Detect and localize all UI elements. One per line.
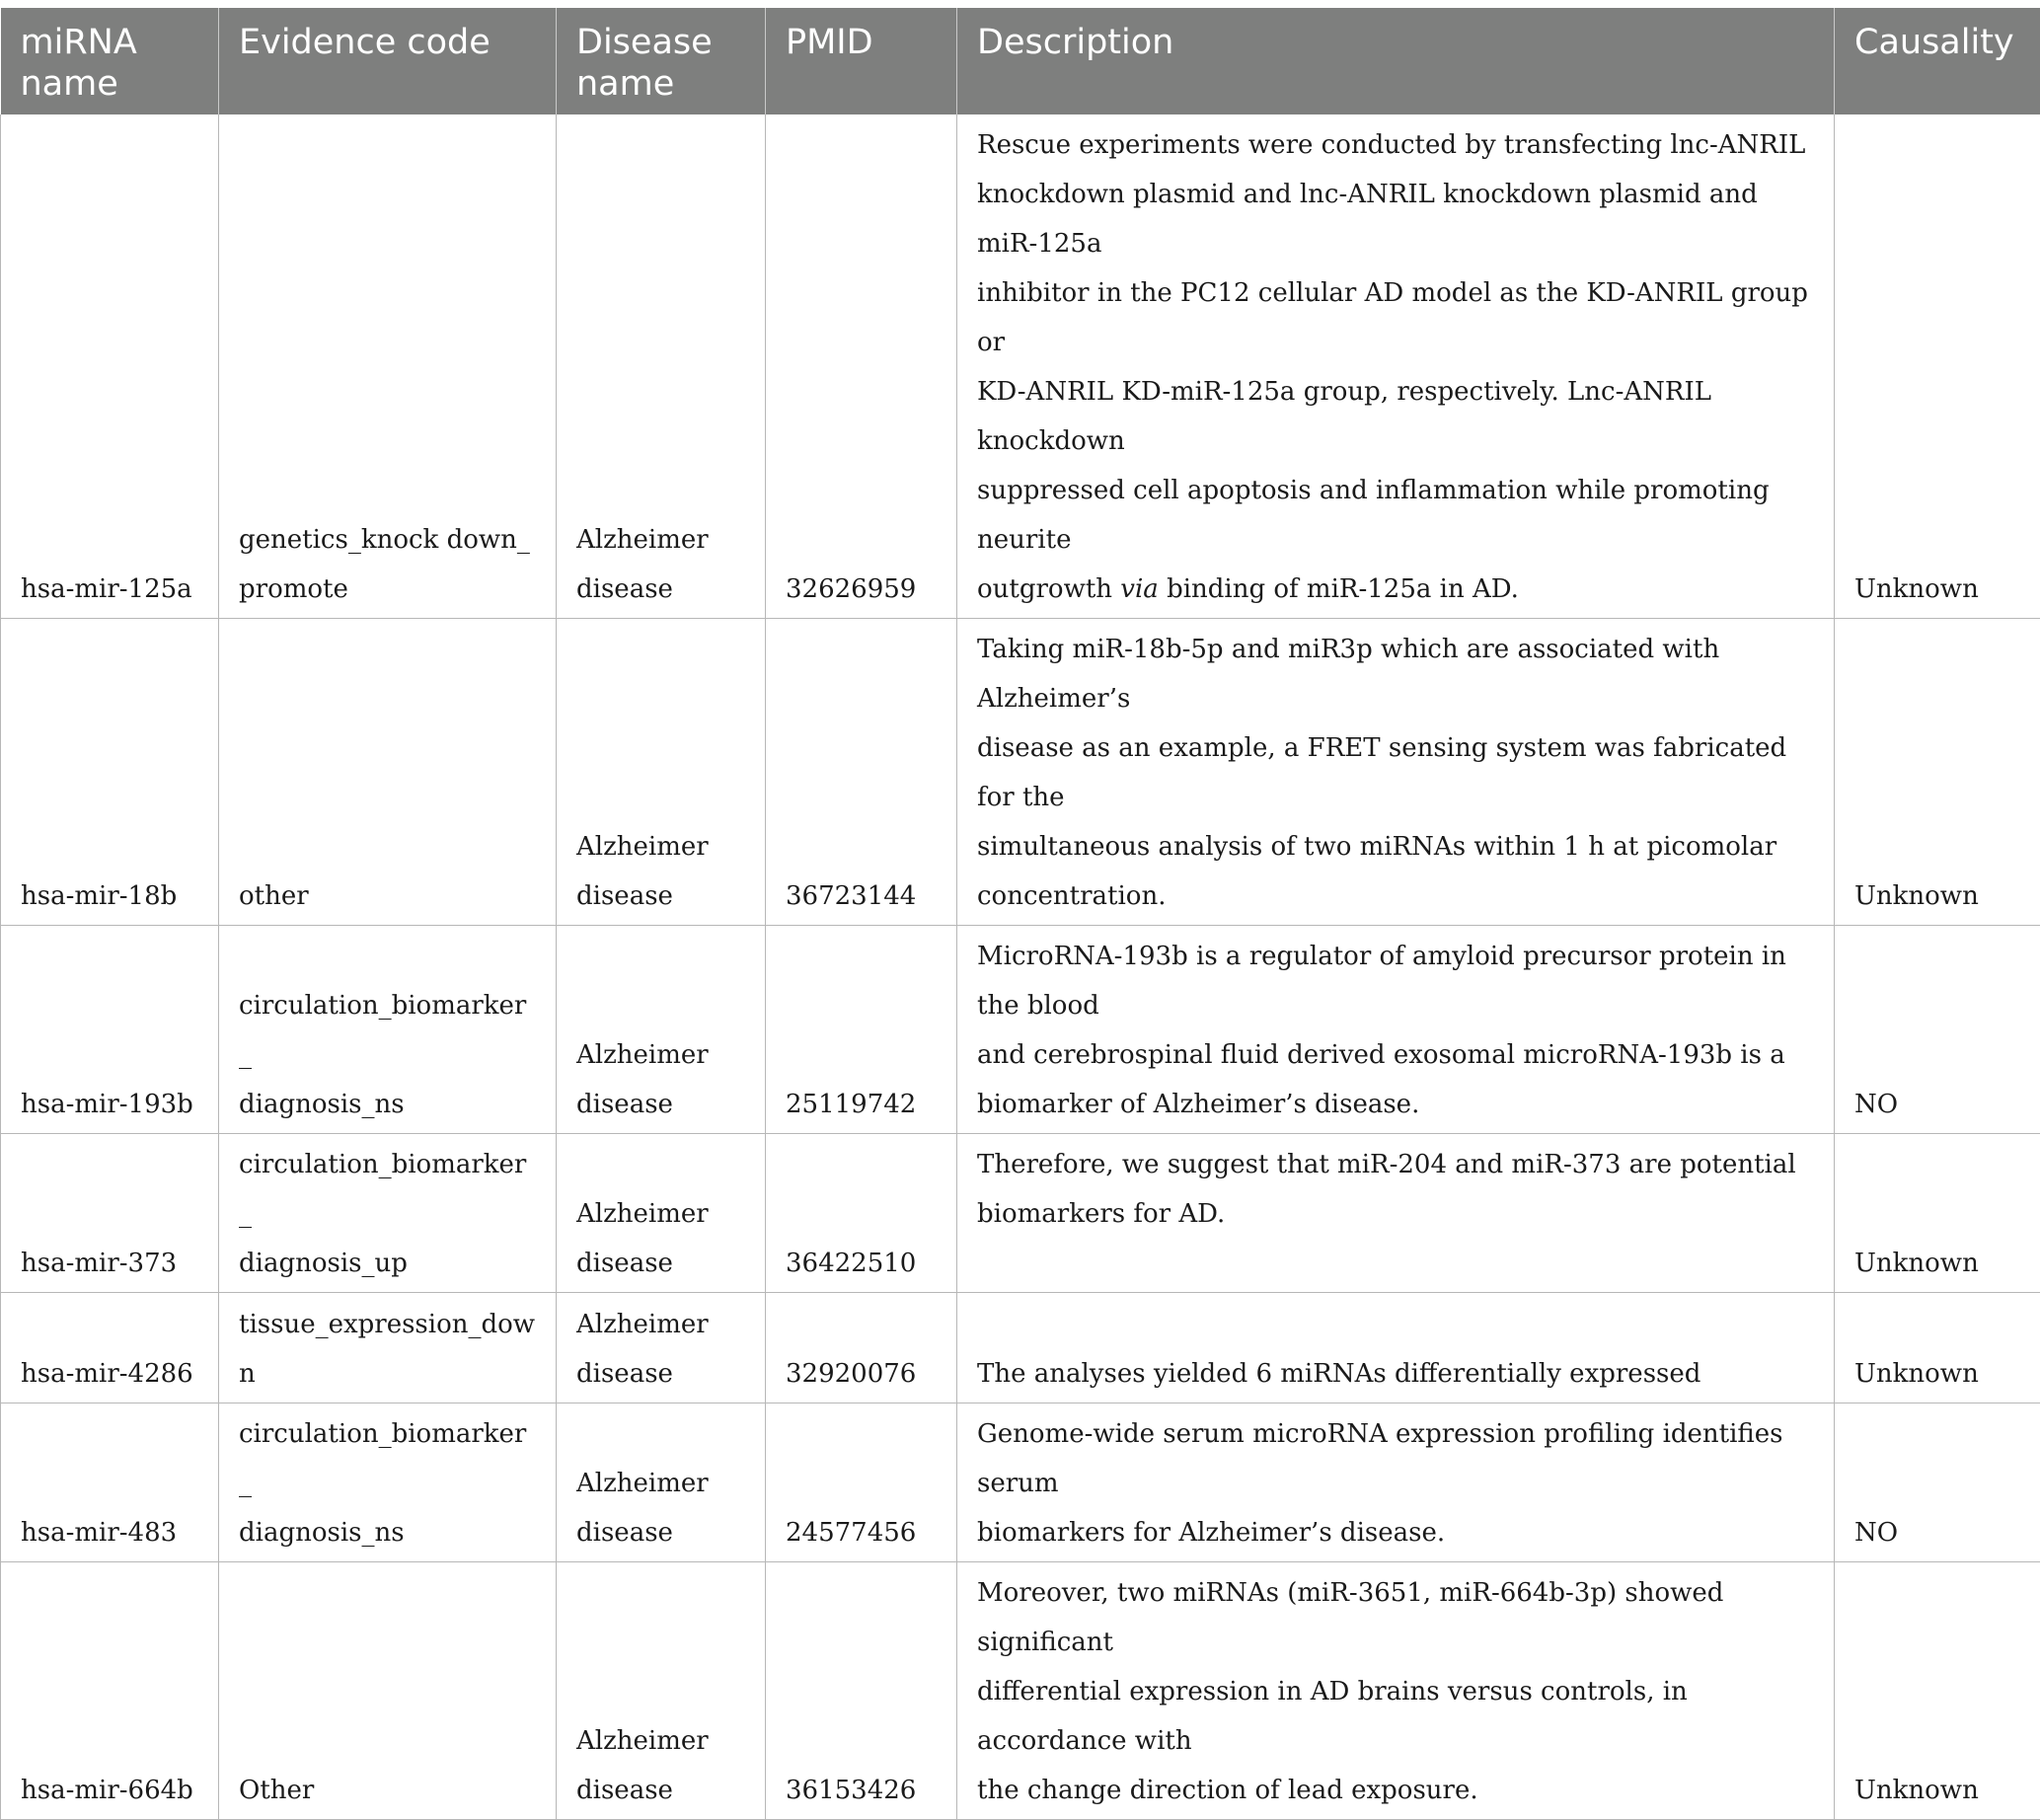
header-line: name <box>576 63 745 105</box>
evidence-code-line: promote <box>239 565 536 614</box>
mirna-name: hsa-mir-483 <box>21 1518 177 1548</box>
description-italic-text: via <box>1120 574 1159 604</box>
mirna-name: hsa-mir-193b <box>21 1090 193 1119</box>
mirna-name-cell <box>1 1134 219 1293</box>
table-header <box>1 8 2040 114</box>
pmid-value: 25119742 <box>786 1090 916 1119</box>
table-body <box>1 114 2040 1820</box>
header-line: Description <box>977 22 1814 63</box>
evidence-code-cell <box>219 1134 557 1293</box>
description-cell <box>957 1403 1835 1562</box>
header-evidence-code <box>219 8 557 114</box>
causality-cell <box>1835 926 2040 1134</box>
causality-cell <box>1835 1562 2040 1820</box>
causality-value: NO <box>1854 1518 1898 1548</box>
mirna-name-cell <box>1 1562 219 1820</box>
mirna-disease-table-container <box>0 8 2040 1820</box>
evidence-code-line: diagnosis_ns <box>239 1080 536 1129</box>
evidence-code-line: diagnosis_ns <box>239 1508 536 1557</box>
description-text: binding of miR-125a in AD. <box>1159 574 1519 604</box>
disease-name-cell <box>557 926 766 1134</box>
table-row <box>1 619 2040 926</box>
disease-name-line: disease <box>576 872 745 921</box>
description-line: the change direction of lead exposure. <box>977 1766 1814 1815</box>
mirna-name-cell <box>1 619 219 926</box>
mirna-name: hsa-mir-664b <box>21 1776 193 1805</box>
pmid-value: 32920076 <box>786 1359 916 1389</box>
header-line: name <box>21 63 199 105</box>
description-cell <box>957 1134 1835 1293</box>
mirna-name: hsa-mir-18b <box>21 881 177 911</box>
causality-value: Unknown <box>1854 881 1979 911</box>
header-description <box>957 8 1835 114</box>
header-pmid <box>766 8 957 114</box>
disease-name-line: Alzheimer <box>576 1189 745 1239</box>
description-line: The analyses yielded 6 miRNAs differentially expressed <box>977 1349 1814 1399</box>
mirna-disease-table <box>0 8 2040 1820</box>
evidence-code-line: other <box>239 872 536 921</box>
disease-name-line: disease <box>576 1239 745 1288</box>
disease-name-cell <box>557 1562 766 1820</box>
description-line: Rescue experiments were conducted by transfecting lnc-ANRIL <box>977 120 1814 170</box>
mirna-name: hsa-mir-373 <box>21 1249 177 1278</box>
description-line: and cerebrospinal fluid derived exosomal microRNA-193b is a <box>977 1030 1814 1080</box>
pmid-cell <box>766 1562 957 1820</box>
pmid-value: 24577456 <box>786 1518 916 1548</box>
description-cell <box>957 1562 1835 1820</box>
description-cell <box>957 926 1835 1134</box>
description-line: disease as an example, a FRET sensing system was fabricated for the <box>977 723 1814 822</box>
pmid-value: 36422510 <box>786 1249 916 1278</box>
description-cell <box>957 619 1835 926</box>
header-line: Evidence code <box>239 22 536 63</box>
pmid-cell <box>766 619 957 926</box>
table-row <box>1 1403 2040 1562</box>
causality-cell <box>1835 1134 2040 1293</box>
header-disease-name <box>557 8 766 114</box>
description-line: concentration. <box>977 872 1814 921</box>
causality-value: Unknown <box>1854 574 1979 604</box>
causality-cell <box>1835 619 2040 926</box>
mirna-name-cell <box>1 926 219 1134</box>
evidence-code-line: circulation_biomarker_ <box>239 1409 536 1508</box>
evidence-code-line: circulation_biomarker_ <box>239 1140 536 1239</box>
description-line: inhibitor in the PC12 cellular AD model as the KD-ANRIL group or <box>977 268 1814 367</box>
disease-name-line: disease <box>576 1080 745 1129</box>
evidence-code-line: genetics_knock down_ <box>239 515 536 565</box>
disease-name-line: Alzheimer <box>576 1716 745 1766</box>
description-text: outgrowth <box>977 574 1120 604</box>
disease-name-line: disease <box>576 1766 745 1815</box>
causality-value: Unknown <box>1854 1359 1979 1389</box>
causality-cell <box>1835 1403 2040 1562</box>
description-line: knockdown plasmid and lnc-ANRIL knockdown plasmid and miR-125a <box>977 170 1814 268</box>
description-line: biomarkers for AD. <box>977 1189 1814 1239</box>
pmid-cell <box>766 114 957 619</box>
causality-cell <box>1835 1293 2040 1403</box>
pmid-cell <box>766 1134 957 1293</box>
table-row <box>1 1134 2040 1293</box>
pmid-value: 32626959 <box>786 574 916 604</box>
disease-name-line: disease <box>576 565 745 614</box>
disease-name-line: disease <box>576 1508 745 1557</box>
causality-value: Unknown <box>1854 1249 1979 1278</box>
pmid-cell <box>766 1403 957 1562</box>
disease-name-line: Alzheimer <box>576 515 745 565</box>
description-line: simultaneous analysis of two miRNAs within 1 h at picomolar <box>977 822 1814 872</box>
description-cell <box>957 1293 1835 1403</box>
mirna-name-cell <box>1 114 219 619</box>
disease-name-cell <box>557 114 766 619</box>
disease-name-cell <box>557 619 766 926</box>
description-line: differential expression in AD brains versus controls, in accordance with <box>977 1667 1814 1766</box>
evidence-code-cell <box>219 114 557 619</box>
disease-name-line: disease <box>576 1349 745 1399</box>
header-line: Disease <box>576 22 745 63</box>
disease-name-line: Alzheimer <box>576 1459 745 1508</box>
table-row <box>1 114 2040 619</box>
evidence-code-line: diagnosis_up <box>239 1239 536 1288</box>
mirna-name-cell <box>1 1403 219 1562</box>
pmid-value: 36153426 <box>786 1776 916 1805</box>
description-line: Taking miR-18b-5p and miR3p which are associated with Alzheimer’s <box>977 625 1814 723</box>
table-row <box>1 1293 2040 1403</box>
pmid-value: 36723144 <box>786 881 916 911</box>
pmid-cell <box>766 1293 957 1403</box>
disease-name-cell <box>557 1403 766 1562</box>
header-line: miRNA <box>21 22 199 63</box>
causality-cell <box>1835 114 2040 619</box>
causality-value: Unknown <box>1854 1776 1979 1805</box>
disease-name-line: Alzheimer <box>576 1030 745 1080</box>
table-row <box>1 926 2040 1134</box>
header-line: Causality <box>1854 22 2021 63</box>
header-row <box>1 8 2040 114</box>
mirna-name: hsa-mir-125a <box>21 574 192 604</box>
description-cell <box>957 114 1835 619</box>
disease-name-line: Alzheimer <box>576 822 745 872</box>
evidence-code-cell <box>219 619 557 926</box>
evidence-code-line: tissue_expression_down <box>239 1300 536 1399</box>
description-line: MicroRNA-193b is a regulator of amyloid precursor protein in the blood <box>977 932 1814 1030</box>
header-line: PMID <box>786 22 937 63</box>
description-line: suppressed cell apoptosis and inflammation while promoting neurite <box>977 466 1814 565</box>
mirna-name-cell <box>1 1293 219 1403</box>
description-line: biomarkers for Alzheimer’s disease. <box>977 1508 1814 1557</box>
pmid-cell <box>766 926 957 1134</box>
evidence-code-cell <box>219 1403 557 1562</box>
mirna-name: hsa-mir-4286 <box>21 1359 193 1389</box>
header-mirna-name <box>1 8 219 114</box>
evidence-code-cell <box>219 1293 557 1403</box>
evidence-code-line: Other <box>239 1766 536 1815</box>
disease-name-cell <box>557 1134 766 1293</box>
header-causality <box>1835 8 2040 114</box>
causality-value: NO <box>1854 1090 1898 1119</box>
evidence-code-line: circulation_biomarker_ <box>239 981 536 1080</box>
evidence-code-cell <box>219 1562 557 1820</box>
description-line: Genome-wide serum microRNA expression profiling identifies serum <box>977 1409 1814 1508</box>
table-row <box>1 1562 2040 1820</box>
description-line: biomarker of Alzheimer’s disease. <box>977 1080 1814 1129</box>
description-line: Moreover, two miRNAs (miR-3651, miR-664b-3p) showed significant <box>977 1568 1814 1667</box>
description-line <box>977 565 1814 614</box>
disease-name-line: Alzheimer <box>576 1300 745 1349</box>
evidence-code-cell <box>219 926 557 1134</box>
disease-name-cell <box>557 1293 766 1403</box>
description-line: Therefore, we suggest that miR-204 and miR-373 are potential <box>977 1140 1814 1189</box>
description-line: KD-ANRIL KD-miR-125a group, respectively. Lnc-ANRIL knockdown <box>977 367 1814 466</box>
